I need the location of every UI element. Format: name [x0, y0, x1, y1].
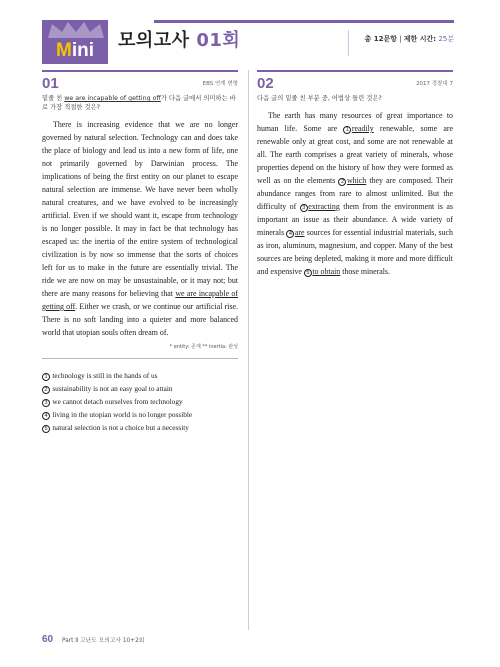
question-number: 01 — [42, 75, 59, 92]
question-header — [257, 72, 453, 92]
marker-1: 1 — [343, 126, 351, 134]
header-rule — [154, 20, 454, 23]
marker-3: 3 — [300, 204, 308, 212]
question-number: 02 — [257, 75, 274, 92]
marker-4: 4 — [286, 230, 294, 238]
answer-choices — [42, 369, 238, 434]
underlined-word-5: to obtain — [312, 267, 341, 276]
header-divider — [348, 30, 349, 56]
marker-5: 5 — [304, 269, 312, 277]
glossary: * entity: 존재 ** inertia: 관성 — [169, 344, 238, 350]
footer-text: Part Ⅱ 고난도 모의고사 10+2회 — [62, 638, 145, 644]
exam-info: 총 12문항 | 제한 시간: 25분 — [364, 35, 454, 43]
underlined-word-1: readily — [351, 124, 374, 133]
question-1 — [42, 70, 238, 434]
question-2 — [257, 70, 453, 278]
mini-badge — [42, 20, 108, 64]
page-title: 모의고사 01회 — [118, 30, 241, 51]
question-direction: 다음 글의 밑줄 친 부분 중, 어법상 틀린 것은? — [257, 95, 382, 102]
page-number: 60 — [42, 634, 54, 645]
underlined-word-4: are — [294, 228, 305, 237]
page-footer — [42, 634, 144, 645]
passage: The earth has many resources of great importance to human life. Some are 1 readily renewable, some are renewable only at great cost, and some are not renewable at all. The earth comprises a great variety of minerals, whose properties depend on the history of how they were formed as well as on the elements 2 which they are composed. Their abundance ranges from rare to almost unlimited. But the difficulty of 3 extracting them from the environment is as important an issue as their abundance. A wide variety of minerals 4 are sources for essential industrial materials, such as iron, aluminum, magnesium, and copper. Many of the best sources are being depleted, making it more and more difficult and expensive 5 to obtain those minerals. — [257, 111, 453, 276]
passage: There is increasing evidence that we are no longer governed by natural selection. Technology can and does take the place of biology and lead us into a new form of life, one not primarily governed by Darwinian process. The implications of being the first entity on our planet to escape natural selection are immense. We have never been wholly natural creatures, and we have evolved to be increasingly artificial. Even if we should want it, escape from technology is no longer possible. It may in fact be that technology has escaped us: the inertia of the entire system of technological civilization is by now so immense that the sorts of choices left for us to make in the future are essentially trivial. The ride we are now on may be unsustainable, or it may not; but there are many reasons for believing that we are incapable of getting off. Either we crash, or we continue our artificial rise. There is no soft landing into a quieter and more balanced world that utopian souls often dream of. — [42, 120, 238, 337]
crown-icon — [48, 22, 104, 38]
question-header — [42, 72, 238, 92]
underlined-word-3: extracting — [308, 202, 340, 211]
mini-brand: Mini — [56, 40, 94, 61]
choice-5[interactable]: 5 natural selection is not a choice but a necessity — [42, 421, 238, 434]
page-header — [42, 20, 454, 64]
choice-2[interactable]: 2 sustainability is not an easy goal to attain — [42, 382, 238, 395]
choice-4[interactable]: 4 living in the utopian world is no longer possible — [42, 408, 238, 421]
column-divider — [248, 70, 249, 630]
question-direction: 밑줄 친 we are incapable of getting off가 다음 글에서 의미하는 바로 가장 적절한 것은? — [42, 95, 236, 111]
question-source: 2017 경찰대 7 — [416, 81, 453, 87]
choice-1[interactable]: 1 technology is still in the hands of us — [42, 369, 238, 382]
question-source: EBS 연계 변형 — [202, 81, 238, 87]
underlined-phrase: we are incapable of getting off — [42, 289, 238, 311]
underlined-word-2: which — [346, 176, 367, 185]
marker-2: 2 — [338, 178, 346, 186]
choice-3[interactable]: 3 we cannot detach ourselves from technology — [42, 395, 238, 408]
divider — [42, 358, 238, 359]
